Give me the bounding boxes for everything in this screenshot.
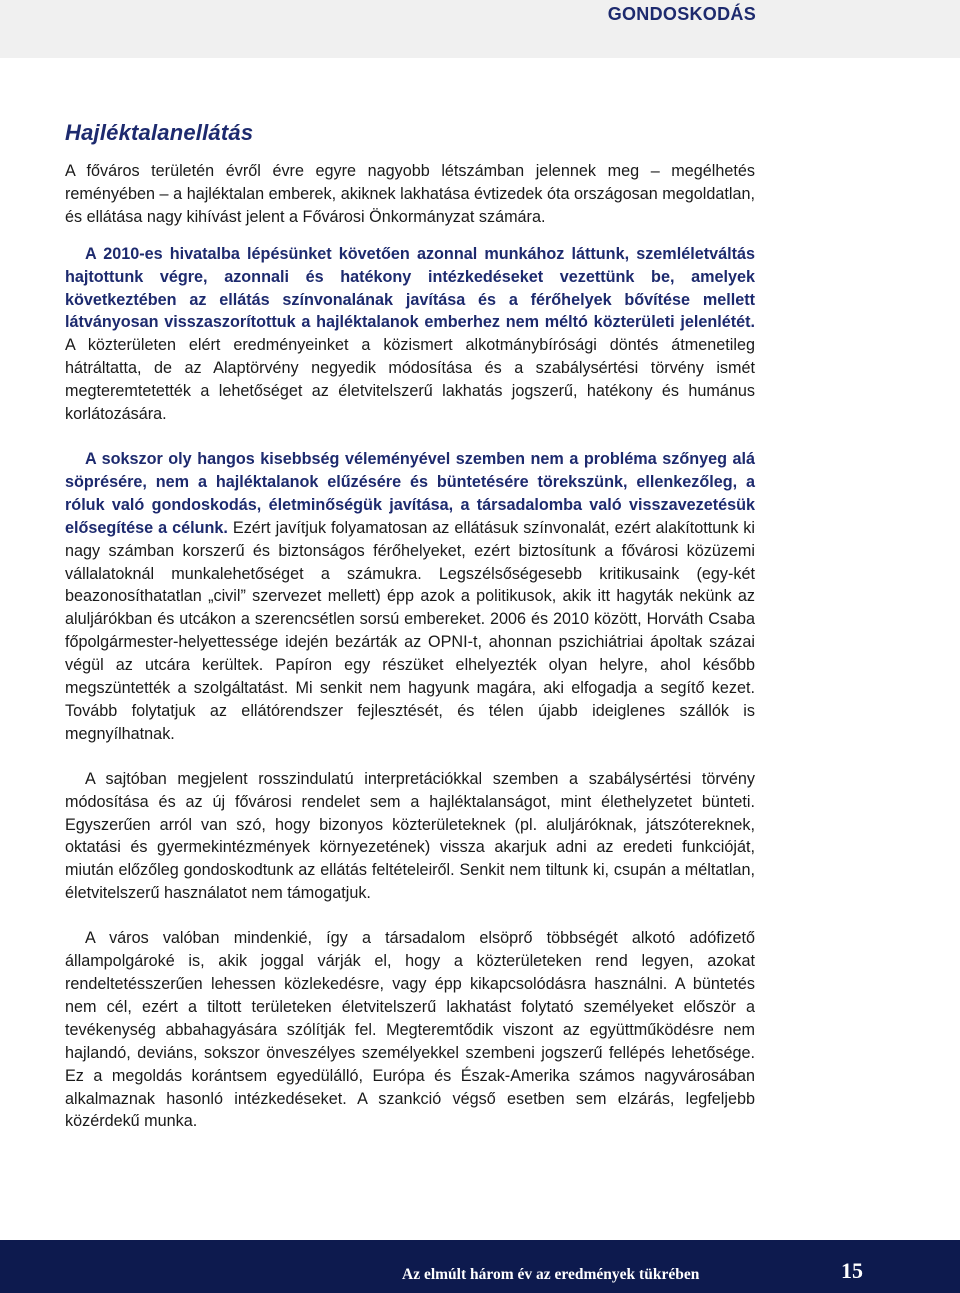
paragraph-2 xyxy=(65,243,755,426)
footer-title: Az elmúlt három év az eredmények tükrében xyxy=(402,1266,700,1283)
section-label: GONDOSKODÁS xyxy=(607,4,756,24)
page-header xyxy=(0,0,960,58)
paragraph-3-body: Ezért javítjuk folyamatosan az ellátásuk színvonalát, ezért alakítottunk ki nagy számban korszerű és biztonságos férőhelyeket, ezért biztosítunk a fővárosi közüzemi vállalatoknál munkalehetőséget a számukra. Legszélsőségesebb kritikusaink (egy-két beazonosíthatatlan „civil” szervezet mellett) épp azok a politikusok, akik itt hagyták nekünk az aluljárókban és utcákon a szerencsétlen sorsú embereket. 2006 és 2010 között, Horváth Csaba főpolgármester-helyettessége idején bezárták az OPNI-t, ahonnan pszichiátriai ápoltak százai végül az utcára kerültek. Papíron egy részüket elhelyezték olyan helyre, ahol később megszüntették a szolgáltatást. Mi senkit nem hagyunk magára, aki elfogadja a segítő kezet. Tovább folytatjuk az ellátórendszer fejlesztését, és télen újabb ideiglenes szállók is megnyílhatnak. xyxy=(65,518,755,743)
paragraph-5: A város valóban mindenkié, így a társadalom elsöprő többségét alkotó adófizető állampolgároké is, akik joggal várják el, hogy a közterületeken rend legyen, azokat rendeltetésszerűen lehessen közlekedésre, vagy épp kikapcsolódásra használni. A büntetés nem cél, ezért a tiltott területeken életvitelszerű lakhatást folytató személyeket először a tevékenység abbahagyására szólítják fel. Megteremtődik viszont az együttműködésre nem hajlandó, deviáns, sokszor önveszélyes személyekkel szembeni jogszerű fellépés lehetősége. Ez a megoldás korántsem egyedülálló, Európa és Észak-Amerika számos nagyvárosában alkalmaznak hasonló intézkedéseket. A szankció végső esetben sem elzárás, legfeljebb közérdekű munka. xyxy=(65,929,755,1131)
intro-paragraph: A főváros területén évről évre egyre nagyobb létszámban jelennek meg – megélhetés reményében – a hajléktalan emberek, akiknek lakhatása évtizedek óta országosan megoldatlan, és ellátása nagy kihívást jelent a Fővárosi Önkormányzat számára. xyxy=(65,162,755,226)
article xyxy=(65,120,755,1133)
page-footer xyxy=(0,1240,960,1293)
paragraph-4: A sajtóban megjelent rosszindulatú interpretációkkal szemben a szabálysértési törvény módosítása és az új fővárosi rendelet sem a hajléktalanságot, mint élethelyzetet bünteti. Egyszerűen arról van szó, hogy bizonyos közterületeknek (pl. aluljáróknak, játszótereknek, oktatási és gyermekintézmények környezetének) vissza akarjuk adni az eredeti funkcióját, miután előzőleg gondoskodtunk az ellátás feltételeiről. Senkit nem tiltunk ki, csupán a méltatlan, életvitelszerű használatot nem támogatjuk. xyxy=(65,769,755,903)
paragraph-3-lead: A sokszor oly hangos kisebbség véleményével szemben nem a probléma szőnyeg alá söprésére, nem a hajléktalanok elűzésére és büntetésére törekszünk, ellenkezőleg, a róluk való gondoskodás, életminőségük javítása, a társadalomba való visszavezetésük elősegítése a célunk. xyxy=(65,449,755,537)
paragraph-2-body: A közterületen elért eredményeinket a közismert alkotmánybírósági döntés átmenetileg hátráltatta, de az Alaptörvény negyedik módosítása és a szabálysértési törvény ismét megteremtetették a lehetőséget az életvitelszerű lakhatás jogszerű, hatékony és humánus korlátozására. xyxy=(65,336,755,424)
paragraph-2-lead: A 2010-es hivatalba lépésünket követően azonnal munkához láttunk, szemléletváltás hajtottunk végre, azonnali és hatékony intézkedéseket vezettünk be, amelyek következtében az ellátás színvonalának javítása és a férőhelyek bővítése mellett látványosan visszaszorítottuk a hajléktalanok emberhez nem méltó közterületi jelenlétét. xyxy=(65,244,755,332)
page-number: 15 xyxy=(841,1258,863,1283)
paragraph-3 xyxy=(65,448,755,746)
article-title: Hajléktalanellátás xyxy=(65,120,254,145)
